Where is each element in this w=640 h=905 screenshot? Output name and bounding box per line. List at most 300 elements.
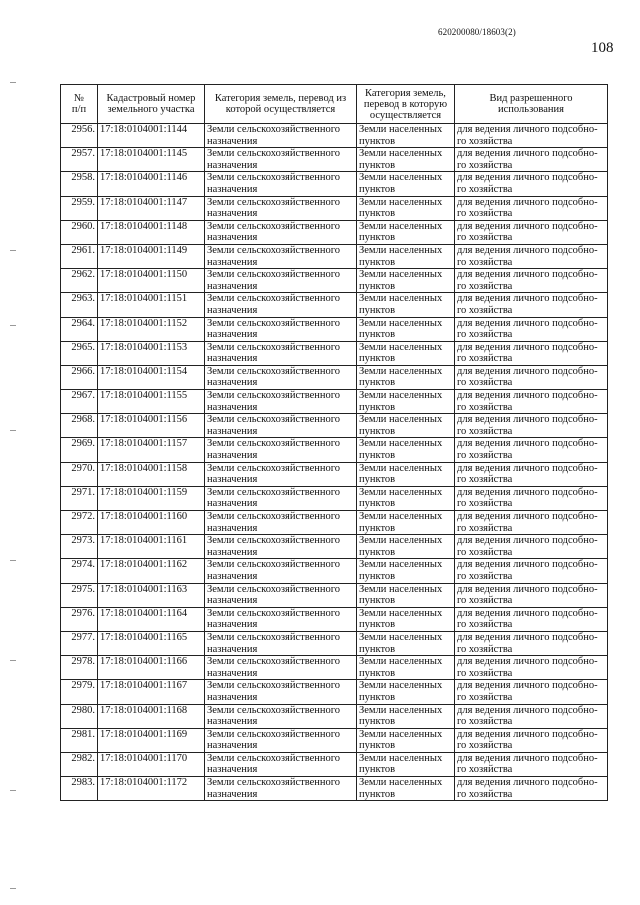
row-number: 2972.: [61, 511, 98, 535]
category-from: [205, 631, 357, 655]
category-to-line1: Земли населенных: [359, 752, 443, 764]
permitted-use-line2: го хозяйства: [457, 183, 513, 195]
permitted-use-line2: го хозяйства: [457, 643, 513, 655]
permitted-use: [455, 365, 608, 389]
permitted-use-line2: го хозяйства: [457, 304, 513, 316]
permitted-use-line2: го хозяйства: [457, 159, 513, 171]
table-row: [61, 704, 608, 728]
category-from: [205, 365, 357, 389]
category-from-line1: Земли сельскохозяйственного: [207, 607, 341, 619]
table-row: [61, 631, 608, 655]
cadastral-number: 17:18:0104001:1158: [98, 462, 205, 486]
cadastral-number: 17:18:0104001:1160: [98, 511, 205, 535]
category-from-line2: назначения: [207, 570, 258, 582]
row-number: 2963.: [61, 293, 98, 317]
category-to-line1: Земли населенных: [359, 293, 443, 305]
permitted-use-line1: для ведения личного подсобно-: [457, 196, 598, 208]
category-from-line1: Земли сельскохозяйственного: [207, 317, 341, 329]
category-from-line1: Земли сельскохозяйственного: [207, 583, 341, 595]
category-to: [357, 438, 455, 462]
category-to: [357, 752, 455, 776]
category-to-line1: Земли населенных: [359, 559, 443, 571]
row-number: 2980.: [61, 704, 98, 728]
header-permitted-use: Вид разрешенного использования: [455, 85, 608, 124]
category-to-line2: пунктов: [359, 691, 396, 703]
table-row: [61, 196, 608, 220]
category-to: [357, 631, 455, 655]
category-from-line2: назначения: [207, 595, 258, 607]
category-from: [205, 583, 357, 607]
category-from-line2: назначения: [207, 450, 258, 462]
category-from-line2: назначения: [207, 377, 258, 389]
category-to-line2: пунктов: [359, 329, 396, 341]
category-to-line1: Земли населенных: [359, 728, 443, 740]
category-from: [205, 486, 357, 510]
category-to-line2: пунктов: [359, 619, 396, 631]
category-from-line2: назначения: [207, 474, 258, 486]
category-from-line1: Земли сельскохозяйственного: [207, 777, 341, 789]
permitted-use-line2: го хозяйства: [457, 425, 513, 437]
category-from-line2: назначения: [207, 256, 258, 268]
permitted-use-line1: для ведения личного подсобно-: [457, 631, 598, 643]
permitted-use-line1: для ведения личного подсобно-: [457, 704, 598, 716]
permitted-use-line1: для ведения личного подсобно-: [457, 462, 598, 474]
cadastral-number: 17:18:0104001:1165: [98, 631, 205, 655]
category-to-line2: пунктов: [359, 232, 396, 244]
category-to: [357, 583, 455, 607]
permitted-use: [455, 220, 608, 244]
permitted-use-line2: го хозяйства: [457, 595, 513, 607]
category-to: [357, 656, 455, 680]
category-from: [205, 341, 357, 365]
category-from-line2: назначения: [207, 208, 258, 220]
category-to-line1: Земли населенных: [359, 486, 443, 498]
category-to-line2: пунктов: [359, 740, 396, 752]
cadastral-number: 17:18:0104001:1161: [98, 535, 205, 559]
permitted-use-line2: го хозяйства: [457, 691, 513, 703]
permitted-use-line1: для ведения личного подсобно-: [457, 414, 598, 426]
category-to: [357, 704, 455, 728]
permitted-use: [455, 124, 608, 148]
table-row: [61, 559, 608, 583]
category-to-line2: пунктов: [359, 183, 396, 195]
category-from-line1: Земли сельскохозяйственного: [207, 148, 341, 160]
category-to: [357, 777, 455, 801]
category-from-line2: назначения: [207, 425, 258, 437]
permitted-use: [455, 462, 608, 486]
category-from-line1: Земли сельскохозяйственного: [207, 365, 341, 377]
category-from: [205, 317, 357, 341]
permitted-use-line1: для ведения личного подсобно-: [457, 124, 598, 135]
category-from-line1: Земли сельскохозяйственного: [207, 728, 341, 740]
table-row: [61, 486, 608, 510]
permitted-use-line1: для ведения личного подсобно-: [457, 365, 598, 377]
category-to: [357, 728, 455, 752]
table-row: [61, 583, 608, 607]
category-to-line1: Земли населенных: [359, 680, 443, 692]
category-to-line2: пунктов: [359, 401, 396, 413]
category-from-line2: назначения: [207, 764, 258, 776]
category-from-line2: назначения: [207, 183, 258, 195]
category-to-line2: пунктов: [359, 159, 396, 171]
category-to-line1: Земли населенных: [359, 341, 443, 353]
permitted-use-line1: для ведения личного подсобно-: [457, 269, 598, 281]
category-to-line1: Земли населенных: [359, 704, 443, 716]
permitted-use-line2: го хозяйства: [457, 788, 513, 800]
category-from-line1: Земли сельскохозяйственного: [207, 293, 341, 305]
table-row: [61, 244, 608, 268]
cadastral-number: 17:18:0104001:1172: [98, 777, 205, 801]
cadastral-number: 17:18:0104001:1157: [98, 438, 205, 462]
category-to-line1: Земли населенных: [359, 535, 443, 547]
permitted-use: [455, 728, 608, 752]
row-number: 2977.: [61, 631, 98, 655]
category-to-line2: пунктов: [359, 304, 396, 316]
row-number: 2961.: [61, 244, 98, 268]
table-row: [61, 728, 608, 752]
scan-edge-mark: [10, 790, 16, 791]
category-to: [357, 269, 455, 293]
permitted-use: [455, 172, 608, 196]
category-from-line2: назначения: [207, 691, 258, 703]
category-from: [205, 438, 357, 462]
table-row: [61, 535, 608, 559]
cadastral-number: 17:18:0104001:1166: [98, 656, 205, 680]
permitted-use: [455, 438, 608, 462]
category-from: [205, 511, 357, 535]
permitted-use-line1: для ведения личного подсобно-: [457, 341, 598, 353]
category-to-line2: пунктов: [359, 595, 396, 607]
header-number-line1: №: [73, 93, 85, 104]
category-to-line2: пунктов: [359, 280, 396, 292]
cadastral-number: 17:18:0104001:1153: [98, 341, 205, 365]
category-from-line1: Земли сельскохозяйственного: [207, 656, 341, 668]
table-row: [61, 341, 608, 365]
row-number: 2968.: [61, 414, 98, 438]
category-to-line2: пунктов: [359, 353, 396, 365]
category-to: [357, 341, 455, 365]
permitted-use-line2: го хозяйства: [457, 256, 513, 268]
category-from: [205, 680, 357, 704]
category-to: [357, 124, 455, 148]
category-from-line1: Земли сельскохозяйственного: [207, 244, 341, 256]
cadastral-number: 17:18:0104001:1164: [98, 607, 205, 631]
permitted-use: [455, 535, 608, 559]
category-to-line1: Земли населенных: [359, 583, 443, 595]
category-from-line1: Земли сельскохозяйственного: [207, 559, 341, 571]
category-from: [205, 607, 357, 631]
category-from-line2: назначения: [207, 159, 258, 171]
permitted-use-line2: го хозяйства: [457, 208, 513, 220]
category-to-line2: пунктов: [359, 474, 396, 486]
row-number: 2957.: [61, 148, 98, 172]
cadastral-number: 17:18:0104001:1170: [98, 752, 205, 776]
category-from: [205, 172, 357, 196]
cadastral-number: 17:18:0104001:1155: [98, 390, 205, 414]
permitted-use: [455, 414, 608, 438]
category-from-line2: назначения: [207, 232, 258, 244]
table-row: [61, 607, 608, 631]
cadastral-number: 17:18:0104001:1168: [98, 704, 205, 728]
cadastral-number: 17:18:0104001:1150: [98, 269, 205, 293]
cadastral-number: 17:18:0104001:1154: [98, 365, 205, 389]
category-from-line2: назначения: [207, 329, 258, 341]
header-category-to: Категория земель, перевод в которую осуществляется: [357, 85, 455, 124]
permitted-use-line1: для ведения личного подсобно-: [457, 317, 598, 329]
category-from: [205, 244, 357, 268]
category-to-line1: Земли населенных: [359, 220, 443, 232]
category-from-line2: назначения: [207, 619, 258, 631]
permitted-use-line1: для ведения личного подсобно-: [457, 148, 598, 160]
permitted-use-line1: для ведения личного подсобно-: [457, 172, 598, 184]
category-to: [357, 244, 455, 268]
permitted-use-line1: для ведения личного подсобно-: [457, 535, 598, 547]
row-number: 2966.: [61, 365, 98, 389]
category-from-line1: Земли сельскохозяйственного: [207, 631, 341, 643]
scan-edge-mark: [10, 82, 16, 83]
permitted-use-line1: для ведения личного подсобно-: [457, 511, 598, 522]
table-row: [61, 656, 608, 680]
category-to-line1: Земли населенных: [359, 631, 443, 643]
category-from: [205, 462, 357, 486]
category-to-line2: пунктов: [359, 546, 396, 558]
category-to-line1: Земли населенных: [359, 438, 443, 450]
category-from-line2: назначения: [207, 522, 258, 534]
permitted-use-line2: го хозяйства: [457, 522, 513, 534]
row-number: 2967.: [61, 390, 98, 414]
row-number: 2974.: [61, 559, 98, 583]
category-to: [357, 462, 455, 486]
permitted-use-line1: для ведения личного подсобно-: [457, 220, 598, 232]
category-from-line1: Земли сельскохозяйственного: [207, 680, 341, 692]
category-to-line1: Земли населенных: [359, 124, 443, 135]
permitted-use-line2: го хозяйства: [457, 401, 513, 413]
permitted-use-line1: для ведения личного подсобно-: [457, 486, 598, 498]
category-from-line1: Земли сельскохозяйственного: [207, 486, 341, 498]
category-from-line1: Земли сельскохозяйственного: [207, 511, 341, 522]
table-row: [61, 752, 608, 776]
category-to: [357, 390, 455, 414]
row-number: 2962.: [61, 269, 98, 293]
category-to-line1: Земли населенных: [359, 656, 443, 668]
category-to-line1: Земли населенных: [359, 462, 443, 474]
permitted-use-line2: го хозяйства: [457, 353, 513, 365]
permitted-use: [455, 777, 608, 801]
cadastral-number: 17:18:0104001:1149: [98, 244, 205, 268]
category-from-line2: назначения: [207, 643, 258, 655]
category-from-line2: назначения: [207, 280, 258, 292]
row-number: 2976.: [61, 607, 98, 631]
table-row: [61, 220, 608, 244]
category-to-line2: пунктов: [359, 377, 396, 389]
permitted-use: [455, 293, 608, 317]
category-from-line1: Земли сельскохозяйственного: [207, 438, 341, 450]
category-from: [205, 148, 357, 172]
permitted-use: [455, 486, 608, 510]
table-row: [61, 511, 608, 535]
permitted-use: [455, 680, 608, 704]
permitted-use: [455, 269, 608, 293]
category-from: [205, 752, 357, 776]
permitted-use: [455, 244, 608, 268]
cadastral-number: 17:18:0104001:1159: [98, 486, 205, 510]
permitted-use: [455, 341, 608, 365]
category-to: [357, 172, 455, 196]
permitted-use: [455, 704, 608, 728]
table-row: [61, 293, 608, 317]
header-category-from: Категория земель, перевод из которой осуществляется: [205, 85, 357, 124]
permitted-use-line1: для ведения личного подсобно-: [457, 583, 598, 595]
cadastral-number: 17:18:0104001:1144: [98, 124, 205, 148]
category-to: [357, 293, 455, 317]
row-number: 2983.: [61, 777, 98, 801]
table-row: [61, 148, 608, 172]
row-number: 2970.: [61, 462, 98, 486]
category-from: [205, 196, 357, 220]
category-to: [357, 148, 455, 172]
category-to-line2: пунктов: [359, 208, 396, 220]
permitted-use-line2: го хозяйства: [457, 232, 513, 244]
category-to-line1: Земли населенных: [359, 390, 443, 402]
permitted-use: [455, 511, 608, 535]
table-row: [61, 680, 608, 704]
header-number-line2: п/п: [71, 104, 87, 115]
table-row: [61, 365, 608, 389]
category-to-line2: пунктов: [359, 425, 396, 437]
category-from: [205, 124, 357, 148]
category-to: [357, 220, 455, 244]
category-from-line1: Земли сельскохозяйственного: [207, 390, 341, 402]
permitted-use-line2: го хозяйства: [457, 764, 513, 776]
table-row: [61, 462, 608, 486]
permitted-use-line2: го хозяйства: [457, 667, 513, 679]
category-from-line1: Земли сельскохозяйственного: [207, 269, 341, 281]
category-to-line1: Земли населенных: [359, 607, 443, 619]
cadastral-number: 17:18:0104001:1163: [98, 583, 205, 607]
permitted-use: [455, 390, 608, 414]
scan-edge-mark: [10, 430, 16, 431]
permitted-use-line1: для ведения личного подсобно-: [457, 390, 598, 402]
permitted-use: [455, 583, 608, 607]
scan-edge-mark: [10, 660, 16, 661]
permitted-use-line1: для ведения личного подсобно-: [457, 438, 598, 450]
row-number: 2965.: [61, 341, 98, 365]
row-number: 2978.: [61, 656, 98, 680]
category-to-line1: Земли населенных: [359, 511, 443, 522]
category-to-line1: Земли населенных: [359, 172, 443, 184]
category-to-line1: Земли населенных: [359, 414, 443, 426]
category-to: [357, 680, 455, 704]
category-from: [205, 414, 357, 438]
document-code: 620200080/18603(2): [438, 27, 516, 37]
row-number: 2959.: [61, 196, 98, 220]
category-from-line2: назначения: [207, 353, 258, 365]
category-from: [205, 390, 357, 414]
table-row: [61, 317, 608, 341]
category-from-line1: Земли сельскохозяйственного: [207, 196, 341, 208]
category-to-line2: пунктов: [359, 764, 396, 776]
category-from: [205, 728, 357, 752]
row-number: 2960.: [61, 220, 98, 244]
category-to-line1: Земли населенных: [359, 317, 443, 329]
category-to-line1: Земли населенных: [359, 365, 443, 377]
category-from-line1: Земли сельскохозяйственного: [207, 220, 341, 232]
category-from-line2: назначения: [207, 498, 258, 510]
permitted-use-line2: го хозяйства: [457, 377, 513, 389]
land-registry-table: [60, 84, 608, 801]
permitted-use-line2: го хозяйства: [457, 329, 513, 341]
category-to: [357, 196, 455, 220]
cadastral-number: 17:18:0104001:1162: [98, 559, 205, 583]
table-row: [61, 414, 608, 438]
category-to-line2: пунктов: [359, 522, 396, 534]
permitted-use: [455, 631, 608, 655]
row-number: 2956.: [61, 124, 98, 148]
category-to: [357, 559, 455, 583]
scan-edge-mark: [10, 560, 16, 561]
table-row: [61, 438, 608, 462]
category-from: [205, 704, 357, 728]
scan-edge-mark: [10, 325, 16, 326]
permitted-use: [455, 559, 608, 583]
category-to-line1: Земли населенных: [359, 269, 443, 281]
row-number: 2982.: [61, 752, 98, 776]
permitted-use-line2: го хозяйства: [457, 498, 513, 510]
category-from-line1: Земли сельскохозяйственного: [207, 341, 341, 353]
category-from-line1: Земли сельскохозяйственного: [207, 535, 341, 547]
row-number: 2964.: [61, 317, 98, 341]
page-number: 108: [591, 40, 614, 56]
category-to: [357, 535, 455, 559]
permitted-use-line1: для ведения личного подсобно-: [457, 777, 598, 789]
category-from-line2: назначения: [207, 135, 258, 147]
category-from-line2: назначения: [207, 788, 258, 800]
permitted-use: [455, 607, 608, 631]
category-to-line2: пунктов: [359, 498, 396, 510]
permitted-use-line2: го хозяйства: [457, 619, 513, 631]
permitted-use-line2: го хозяйства: [457, 716, 513, 728]
category-to-line1: Земли населенных: [359, 196, 443, 208]
category-from: [205, 777, 357, 801]
cadastral-number: 17:18:0104001:1169: [98, 728, 205, 752]
permitted-use: [455, 317, 608, 341]
category-from-line2: назначения: [207, 740, 258, 752]
category-to-line2: пунктов: [359, 256, 396, 268]
permitted-use: [455, 148, 608, 172]
category-from-line2: назначения: [207, 304, 258, 316]
category-to-line2: пунктов: [359, 643, 396, 655]
category-to-line2: пунктов: [359, 570, 396, 582]
category-to: [357, 317, 455, 341]
category-from: [205, 559, 357, 583]
permitted-use-line2: го хозяйства: [457, 135, 513, 147]
table-row: [61, 124, 608, 148]
category-from-line1: Земли сельскохозяйственного: [207, 704, 341, 716]
category-from: [205, 293, 357, 317]
permitted-use-line1: для ведения личного подсобно-: [457, 607, 598, 619]
permitted-use-line1: для ведения личного подсобно-: [457, 752, 598, 764]
permitted-use-line1: для ведения личного подсобно-: [457, 680, 598, 692]
cadastral-number: 17:18:0104001:1145: [98, 148, 205, 172]
row-number: 2971.: [61, 486, 98, 510]
header-number: [61, 85, 98, 124]
category-from: [205, 656, 357, 680]
scan-edge-mark: [10, 250, 16, 251]
permitted-use: [455, 752, 608, 776]
row-number: 2975.: [61, 583, 98, 607]
permitted-use-line1: для ведения личного подсобно-: [457, 656, 598, 668]
category-from-line2: назначения: [207, 546, 258, 558]
